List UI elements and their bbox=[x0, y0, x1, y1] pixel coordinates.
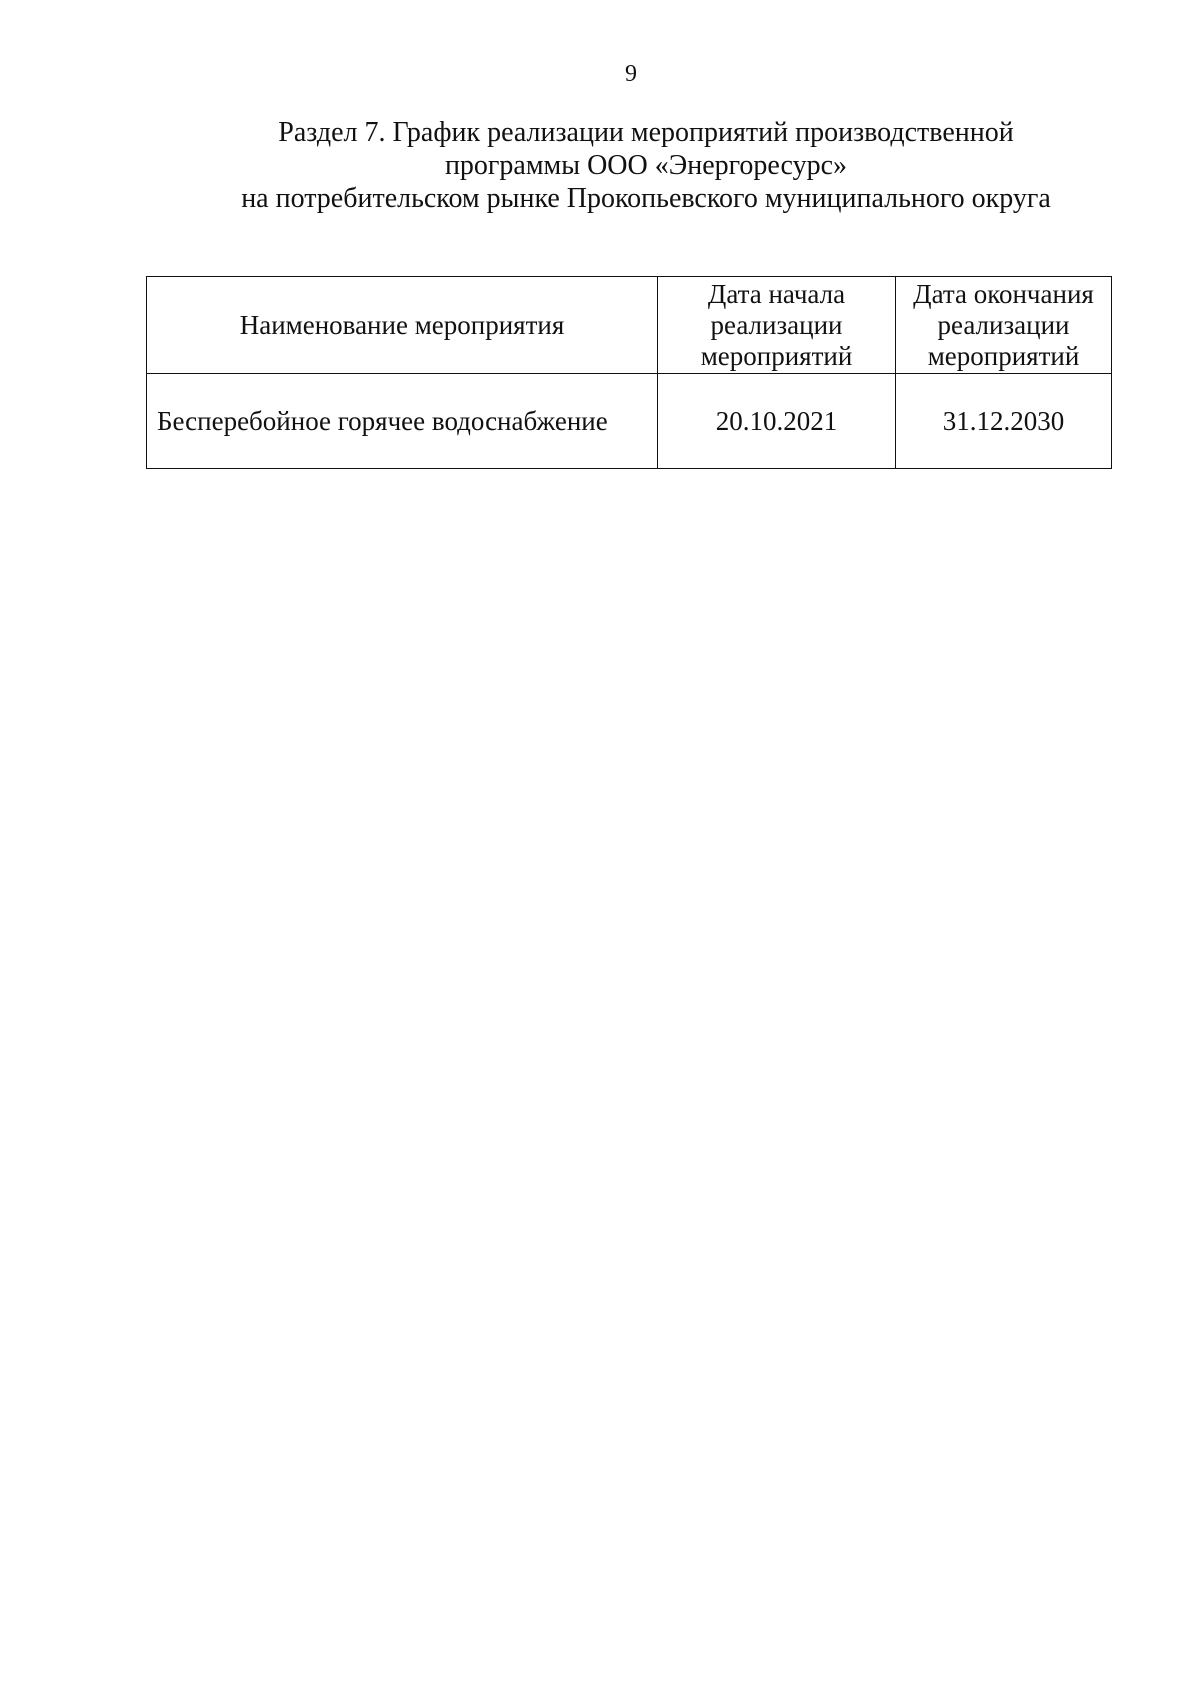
cell-start-date: 20.10.2021 bbox=[658, 374, 896, 469]
header-end-date-line: Дата окончания bbox=[913, 278, 1094, 309]
page-number: 9 bbox=[625, 61, 637, 87]
header-end-date bbox=[896, 277, 1112, 374]
schedule-table bbox=[146, 276, 1112, 469]
cell-event-name: Бесперебойное горячее водоснабжение bbox=[147, 374, 658, 469]
cell-end-date: 31.12.2030 bbox=[896, 374, 1112, 469]
header-start-date bbox=[658, 277, 896, 374]
table-row bbox=[147, 374, 1112, 469]
header-event-name: Наименование мероприятия bbox=[147, 277, 658, 374]
section-title-line-3: на потребительском рынке Прокопьевского муниципального округа bbox=[241, 183, 1051, 214]
section-title-line-1: Раздел 7. График реализации мероприятий производственной bbox=[278, 117, 1014, 148]
header-start-date-line: реализации bbox=[710, 309, 843, 340]
header-end-date-line: мероприятий bbox=[927, 340, 1080, 371]
header-start-date-line: Дата начала bbox=[707, 278, 846, 309]
header-start-date-line: мероприятий bbox=[700, 340, 853, 371]
section-title-line-2: программы ООО «Энергоресурс» bbox=[444, 150, 848, 181]
section-title bbox=[200, 116, 1092, 215]
header-end-date-line: реализации bbox=[937, 309, 1070, 340]
table-header-row bbox=[147, 277, 1112, 374]
